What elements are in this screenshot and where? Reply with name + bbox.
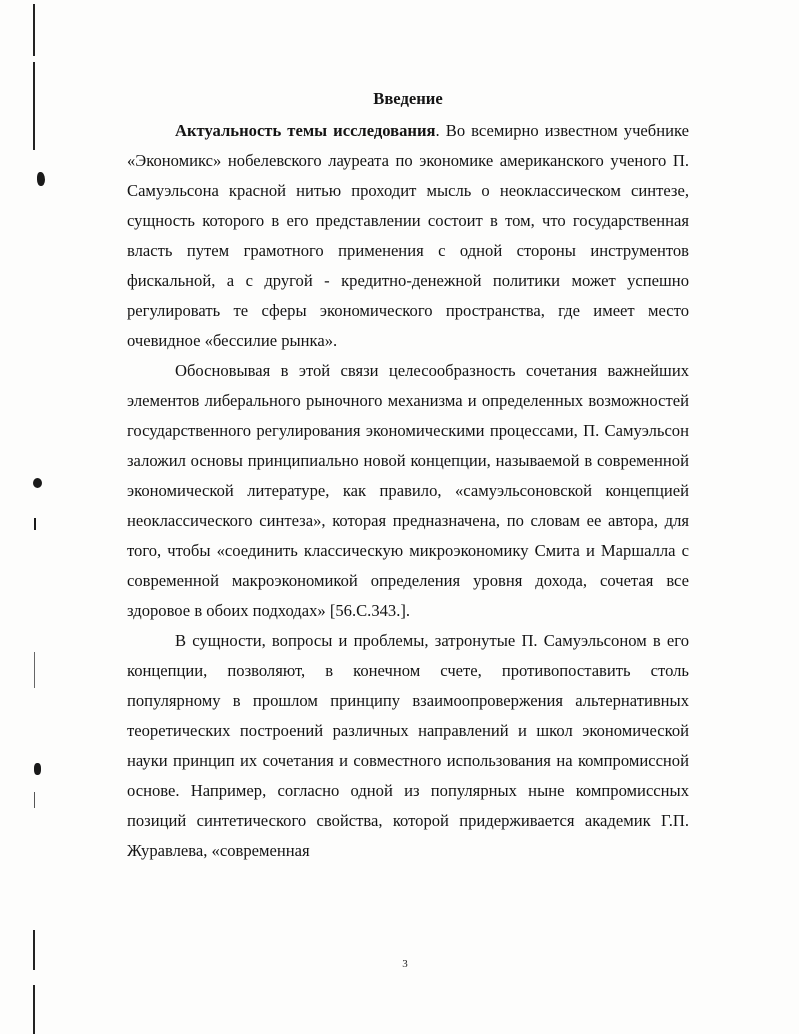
paragraph-text: . Во всемирно известном учебнике «Экономикс» нобелевского лауреата по экономике американского ученого П. Самуэльсона красной нитью проходит мысль о неоклассическом синтезе, сущность которого в его представлении состоит в том, что государственная власть путем грамотного применения с одной стороны инструментов фискальной, а с другой - кредитно-денежной политики может успешно регулировать те сферы экономического пространства, где имеет место очевидное «бессилие рынка». <box>127 121 689 350</box>
scan-tick <box>34 792 35 808</box>
scan-blot <box>33 478 42 488</box>
scan-edge-line <box>33 985 35 1034</box>
scan-blot <box>37 172 45 186</box>
paragraph <box>127 116 689 356</box>
scan-edge-line <box>33 4 35 56</box>
scan-blot <box>34 763 41 775</box>
paragraph: Обосновывая в этой связи целесообразность сочетания важнейших элементов либерального рыночного механизма и определенных возможностей государственного регулирования экономическими процессами, П. Самуэльсон заложил основы принципиально новой концепции, называемой в современной экономической литературе, как правило, «самуэльсоновской концепцией неоклассического синтеза», которая предназначена, по словам ее автора, для того, чтобы «соединить классическую микроэкономику Смита и Маршалла с современной макроэкономикой определения уровня дохода, сочетая все здоровое в обоих подходах» [56.С.343.]. <box>127 361 689 620</box>
section-heading: Введение <box>373 89 443 108</box>
paragraph: В сущности, вопросы и проблемы, затронутые П. Самуэльсоном в его концепции, позволяют, в конечном счете, противопоставить столь популярному в прошлом принципу взаимоопровержения альтернативных теоретических построений различных направлений и школ экономической науки принцип их сочетания и совместного использования на компромиссной основе. Например, согласно одной из популярных ныне компромиссных позиций синтетического свойства, которой придерживается академик Г.П. Журавлева, «современная <box>127 631 689 860</box>
page-number: 3 <box>402 958 408 970</box>
document-body <box>127 84 689 866</box>
scan-tick <box>34 518 36 530</box>
paragraph-lead: Актуальность темы исследования <box>175 121 436 140</box>
scan-edge-line <box>33 62 35 150</box>
scan-tick <box>34 652 35 688</box>
scan-edge-line <box>33 930 35 970</box>
